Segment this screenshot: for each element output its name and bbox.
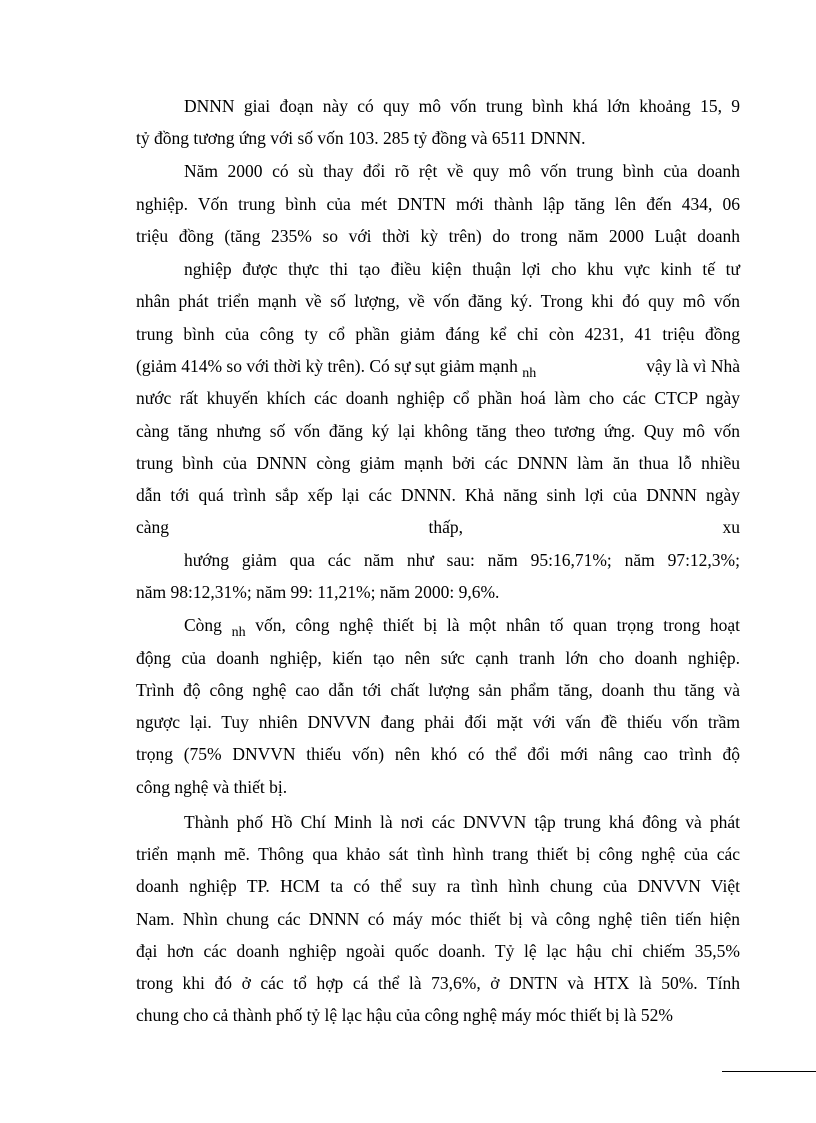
- text-line: càng tăng nhưng số vốn đăng ký lại không tăng theo tương ứng. Quy mô vốn: [136, 421, 740, 441]
- text-line: triệu đồng (tăng 235% so với thời kỳ trên) do trong năm 2000 Luật doanh: [136, 226, 740, 246]
- text-line: triển mạnh mẽ. Thông qua khảo sát tình hình trang thiết bị công nghệ của các: [136, 844, 740, 864]
- text-line: năm 98:12,31%; năm 99: 11,21%; năm 2000: 9,6%.: [136, 582, 500, 602]
- text-line: [184, 615, 740, 638]
- text-line: [136, 356, 740, 379]
- text-line: trong khi đó ở các tổ hợp cá thể là 73,6%, ở DNTN và HTX là 50%. Tính: [136, 973, 740, 993]
- text-line: Thành phố Hồ Chí Minh là nơi các DNVVN tập trung khá đông và phát: [184, 812, 740, 832]
- subscript-fragment: nh: [231, 625, 246, 640]
- text-fragment: vốn, công nghệ thiết bị là một nhân tố quan trọng trong hoạt: [255, 615, 740, 635]
- text-line: chung cho cả thành phố tỷ lệ lạc hậu của công nghệ máy móc thiết bị là 52%: [136, 1005, 673, 1025]
- text-line: đại hơn các doanh nghiệp ngoài quốc doanh. Tỷ lệ lạc hậu chỉ chiếm 35,5%: [136, 941, 740, 961]
- text-line: doanh nghiệp TP. HCM ta có thể suy ra tình hình chung của DNVVN Việt: [136, 876, 740, 896]
- text-line: trung bình của công ty cổ phần giảm đáng kể chỉ còn 4231, 41 triệu đồng: [136, 324, 740, 344]
- text-line: trung bình của DNNN còng giảm mạnh bởi các DNNN làm ăn thua lỗ nhiều: [136, 453, 740, 473]
- footnote-separator: [722, 1071, 816, 1072]
- text-line: Trình độ công nghệ cao dẫn tới chất lượng sản phẩm tăng, doanh thu tăng và: [136, 680, 740, 700]
- text-segment: [136, 356, 536, 379]
- text-fragment: (giảm 414% so với thời kỳ trên). Có sự sụt giảm mạnh: [136, 356, 518, 376]
- text-fragment: xu: [722, 517, 740, 537]
- text-line: ngược lại. Tuy nhiên DNVVN đang phải đối mặt với vấn đề thiếu vốn trầm: [136, 712, 740, 732]
- text-line: DNNN giai đoạn này có quy mô vốn trung bình khá lớn khoảng 15, 9: [184, 96, 740, 116]
- text-line: tỷ đồng tương ứng với số vốn 103. 285 tỷ đồng và 6511 DNNN.: [136, 128, 586, 148]
- text-line: động của doanh nghiệp, kiến tạo nên sức cạnh tranh lớn cho doanh nghiệp.: [136, 648, 740, 668]
- text-fragment: Còng: [184, 615, 222, 635]
- text-line: nghiệp. Vốn trung bình của mét DNTN mới thành lập tăng lên đến 434, 06: [136, 194, 740, 214]
- text-line: Nam. Nhìn chung các DNNN có máy móc thiết bị và công nghệ tiên tiến hiện: [136, 909, 740, 929]
- text-line: [136, 517, 740, 537]
- text-line: nước rất khuyến khích các doanh nghiệp cổ phần hoá làm cho các CTCP ngày: [136, 388, 740, 408]
- text-line: Năm 2000 có sù thay đổi rõ rệt về quy mô vốn trung bình của doanh: [184, 161, 740, 181]
- text-fragment: thấp,: [428, 517, 464, 537]
- text-line: hướng giảm qua các năm như sau: năm 95:16,71%; năm 97:12,3%;: [184, 550, 740, 570]
- text-line: nhân phát triển mạnh về số lượng, về vốn đăng ký. Trong khi đó quy mô vốn: [136, 291, 740, 311]
- text-fragment: càng: [136, 517, 170, 537]
- text-line: dẫn tới quá trình sắp xếp lại các DNNN. Khả năng sinh lợi của DNNN ngày: [136, 485, 740, 505]
- text-line: nghiệp được thực thi tạo điều kiện thuận lợi cho khu vực kinh tế tư: [184, 259, 740, 279]
- text-line: công nghệ và thiết bị.: [136, 777, 288, 797]
- text-fragment: vậy là vì Nhà: [646, 356, 740, 376]
- subscript-fragment: nh: [522, 366, 537, 381]
- text-line: trọng (75% DNVVN thiếu vốn) nên khó có thể đổi mới nâng cao trình độ: [136, 744, 740, 764]
